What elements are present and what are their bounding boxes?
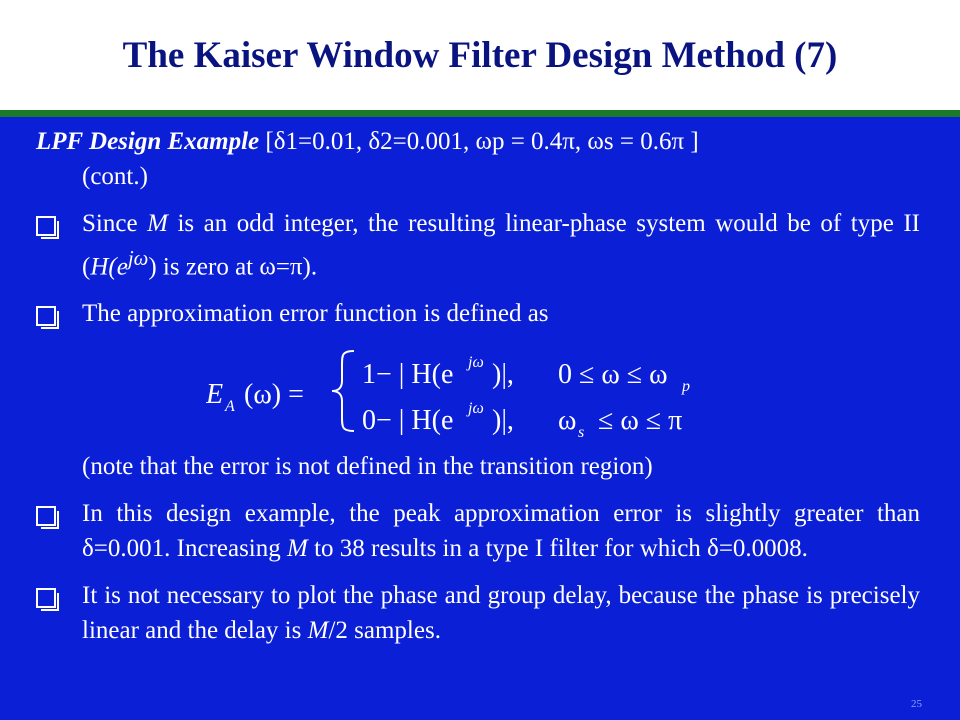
page-number: 25	[911, 698, 922, 710]
title-bar	[0, 0, 960, 110]
example-heading	[36, 124, 920, 194]
b1-text-b: is an odd integer, the resulting linear-phase system would be of type II (	[82, 210, 920, 281]
bullet-item-3	[36, 496, 920, 566]
eq-row2-expr: 0− | H(e	[362, 405, 454, 437]
eq-row1-close: )|,	[492, 359, 514, 391]
checkbox-bullet-icon	[36, 306, 56, 326]
bullet-item-4	[36, 578, 920, 648]
example-cont: (cont.)	[82, 163, 148, 190]
eq-row2-close: )|,	[492, 405, 514, 437]
b1-text-a: Since	[82, 210, 138, 237]
b3-text-b: to 38 results in a type I filter for which δ=0.0008.	[314, 535, 808, 563]
b4-text-b: /2 samples.	[328, 617, 441, 645]
checkbox-bullet-icon	[36, 506, 56, 526]
eq-lhs-e: E	[206, 379, 224, 411]
b3-text-a: In this design example, the peak approximation error is slightly greater than δ=0.001. Increasing	[82, 500, 920, 563]
checkbox-bullet-icon	[36, 588, 56, 608]
eq-lhs-sub: A	[225, 398, 235, 416]
eq-row1-expr: 1− | H(e	[362, 359, 454, 391]
eq-row1-sup: jω	[468, 354, 484, 372]
eq-row1-cond: 0 ≤ ω ≤ ω	[558, 359, 668, 391]
b4-m: M	[307, 617, 329, 645]
b1-h: H(e	[90, 253, 128, 281]
example-params: [δ1=0.01, δ2=0.001, ωp = 0.4π, ωs = 0.6π ]	[265, 128, 699, 155]
equation-graphic	[206, 343, 766, 439]
b2-text: The approximation error function is defined as	[82, 300, 549, 328]
eq-row2-cond: ≤ ω ≤ π	[598, 405, 683, 437]
b1-m: M	[147, 210, 168, 237]
checkbox-bullet-icon	[36, 216, 56, 236]
transition-note: (note that the error is not defined in the transition region)	[82, 453, 653, 481]
eq-row2-sup: jω	[468, 400, 484, 418]
eq-lhs-arg: (ω) =	[244, 379, 304, 411]
eq-row2-cond-w: ω	[558, 405, 577, 437]
b4-text-a: It is not necessary to plot the phase and group delay, because the phase is precisely linear and the delay is	[82, 582, 920, 645]
example-label: LPF Design Example	[36, 128, 260, 155]
slide-body	[36, 124, 920, 660]
bullet-item-2	[36, 296, 920, 331]
error-function-equation	[36, 343, 920, 439]
slide-title: The Kaiser Window Filter Design Method (7)	[122, 35, 838, 76]
bullet-item-1	[36, 206, 920, 284]
b1-sup: jω	[127, 246, 149, 270]
title-divider	[0, 110, 960, 117]
b1-text-c: ) is zero at ω=π).	[148, 253, 318, 281]
eq-row2-sub: s	[578, 424, 585, 440]
eq-row1-sub: p	[682, 378, 690, 396]
b3-m: M	[287, 535, 308, 563]
eq-brace	[332, 351, 354, 431]
